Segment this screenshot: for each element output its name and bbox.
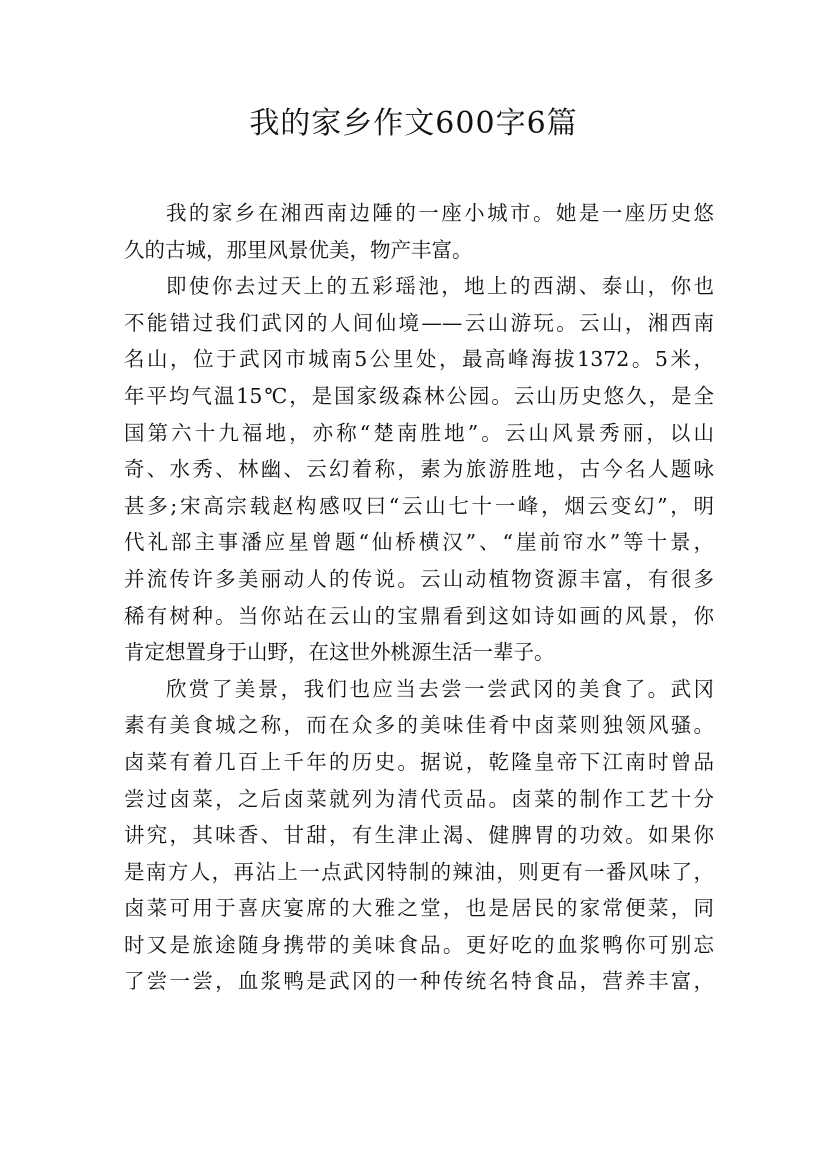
text-line: 奇、水秀、林幽、云幻着称，素为旅游胜地，古今名人题咏 <box>124 457 714 482</box>
text-line: 我的家乡在湘西南边陲的一座小城市。她是一座历史悠 <box>166 201 714 225</box>
text-line: 名山，位于武冈市城南5公里处，最高峰海拔1372。5米， <box>124 347 714 372</box>
document-title: 我的家乡作文600字6篇 <box>249 106 578 141</box>
document-body <box>124 195 714 1000</box>
text-line: 欣赏了美景，我们也应当去尝一尝武冈的美食了。武冈 <box>166 676 714 701</box>
text-line: 尝过卤菜，之后卤菜就列为清代贡品。卤菜的制作工艺十分 <box>124 786 714 811</box>
text-line: 甚多;宋高宗载赵构感叹曰“云山七十一峰，烟云变幻”，明 <box>124 493 714 518</box>
text-line: 久的古城，那里风景优美，物产丰富。 <box>124 237 473 262</box>
text-line: 即使你去过天上的五彩瑶池，地上的西湖、泰山，你也 <box>166 274 714 299</box>
text-line: 素有美食城之称，而在众多的美味佳肴中卤菜则独领风骚。 <box>124 713 714 738</box>
text-line: 代礼部主事潘应星曾题“仙桥横汉”、“崖前帘水”等十景， <box>124 530 714 555</box>
text-line: 是南方人，再沾上一点武冈特制的辣油，则更有一番风味了， <box>124 859 714 884</box>
text-line: 并流传许多美丽动人的传说。云山动植物资源丰富，有很多 <box>124 566 714 591</box>
text-line: 讲究，其味香、甘甜，有生津止渴、健脾胃的功效。如果你 <box>124 823 714 848</box>
text-line: 稀有树种。当你站在云山的宝鼎看到这如诗如画的风景，你 <box>124 603 714 628</box>
text-line: 卤菜有着几百上千年的历史。据说，乾隆皇帝下江南时曾品 <box>124 749 714 774</box>
text-line: 年平均气温15℃，是国家级森林公园。云山历史悠久，是全 <box>124 383 714 408</box>
text-line: 卤菜可用于喜庆宴席的大雅之堂，也是居民的家常便菜，同 <box>124 896 714 921</box>
text-line: 了尝一尝，血浆鸭是武冈的一种传统名特食品，营养丰富， <box>124 969 714 994</box>
text-line: 不能错过我们武冈的人间仙境——云山游玩。云山，湘西南 <box>124 310 714 335</box>
text-line: 国第六十九福地，亦称“楚南胜地”。云山风景秀丽，以山 <box>124 420 714 445</box>
text-line: 时又是旅途随身携带的美味食品。更好吃的血浆鸭你可别忘 <box>124 932 714 957</box>
text-line: 肯定想置身于山野，在这世外桃源生活一辈子。 <box>124 640 555 665</box>
